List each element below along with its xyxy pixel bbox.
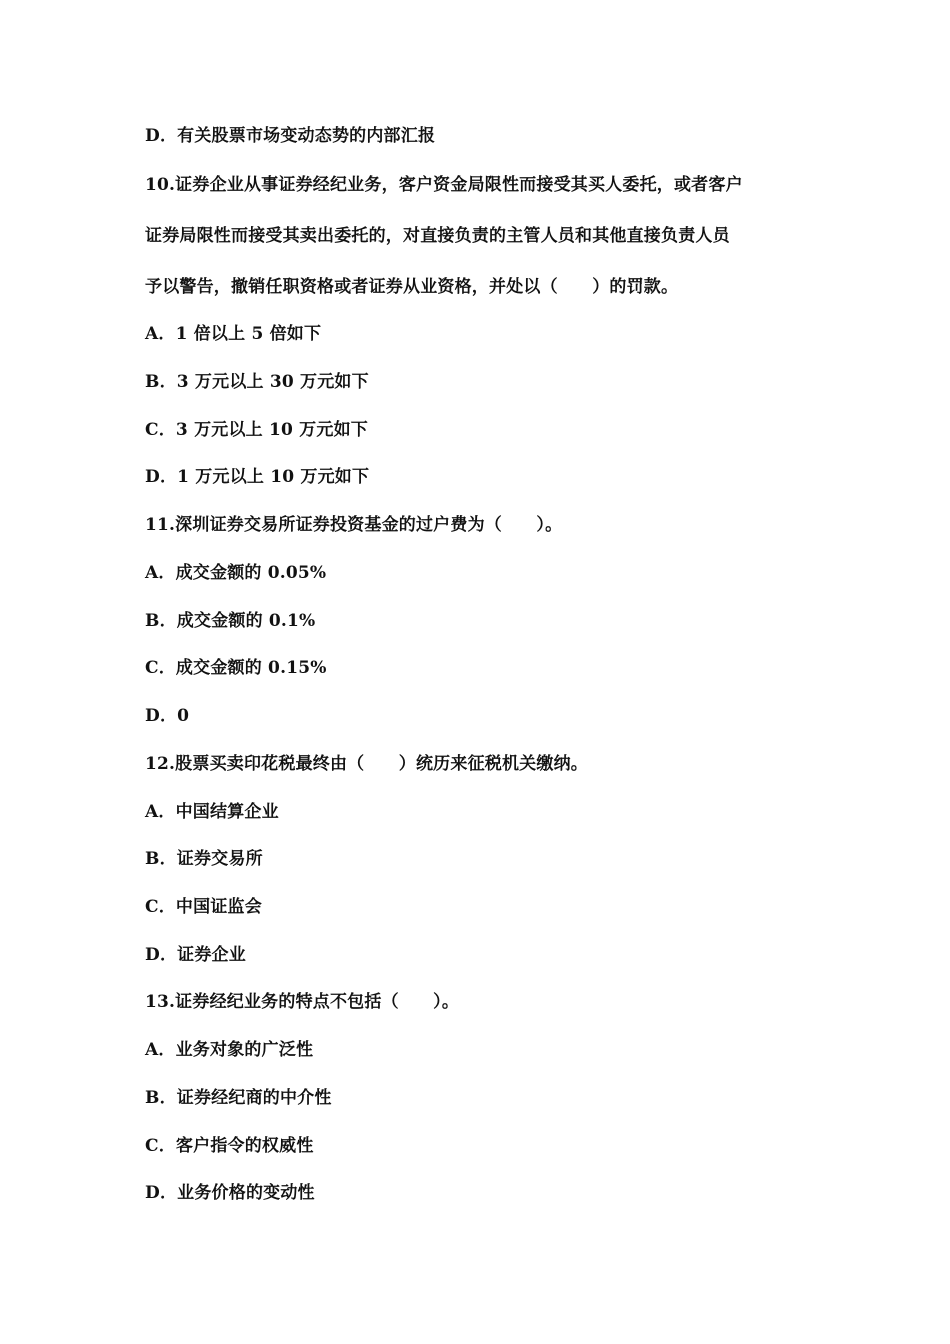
- q10-option-b: B．3 万元以上 30 万元如下: [145, 372, 369, 392]
- q11-option-c: C．成交金额的 0.15%: [145, 658, 327, 678]
- q10-option-c: C．3 万元以上 10 万元如下: [145, 420, 368, 440]
- q11-text: 11.深圳证券交易所证券投资基金的过户费为（ ）。: [145, 515, 563, 535]
- q12-option-d: D．证券企业: [145, 945, 246, 965]
- q10-text-line-2: 证券局限性而接受其卖出委托的，对直接负责的主管人员和其他直接负责人员: [145, 226, 730, 246]
- q13-option-a: A．业务对象的广泛性: [145, 1040, 314, 1060]
- q13-option-c: C．客户指令的权威性: [145, 1136, 314, 1156]
- q11-option-a: A．成交金额的 0.05%: [145, 563, 327, 583]
- q13-text: 13.证券经纪业务的特点不包括（ ）。: [145, 992, 460, 1012]
- q11-option-b: B．成交金额的 0.1%: [145, 611, 316, 631]
- q10-option-d: D．1 万元以上 10 万元如下: [145, 467, 370, 487]
- q12-option-c: C．中国证监会: [145, 897, 262, 917]
- q10-option-a: A．1 倍以上 5 倍如下: [145, 324, 322, 344]
- q12-text: 12.股票买卖印花税最终由（ ）统历来征税机关缴纳。: [145, 754, 588, 774]
- q13-option-b: B．证券经纪商的中介性: [145, 1088, 332, 1108]
- q9-option-d: D．有关股票市场变动态势的内部汇报: [145, 126, 436, 146]
- q12-option-b: B．证券交易所: [145, 849, 263, 869]
- q10-text-line-1: 10.证券企业从事证券经纪业务，客户资金局限性而接受其买人委托，或者客户: [145, 175, 743, 195]
- q12-option-a: A．中国结算企业: [145, 802, 279, 822]
- q13-option-d: D．业务价格的变动性: [145, 1183, 315, 1203]
- q11-option-d: D．0: [145, 706, 190, 726]
- q10-text-line-3: 予以警告，撤销任职资格或者证券从业资格，并处以（ ）的罚款。: [145, 277, 679, 297]
